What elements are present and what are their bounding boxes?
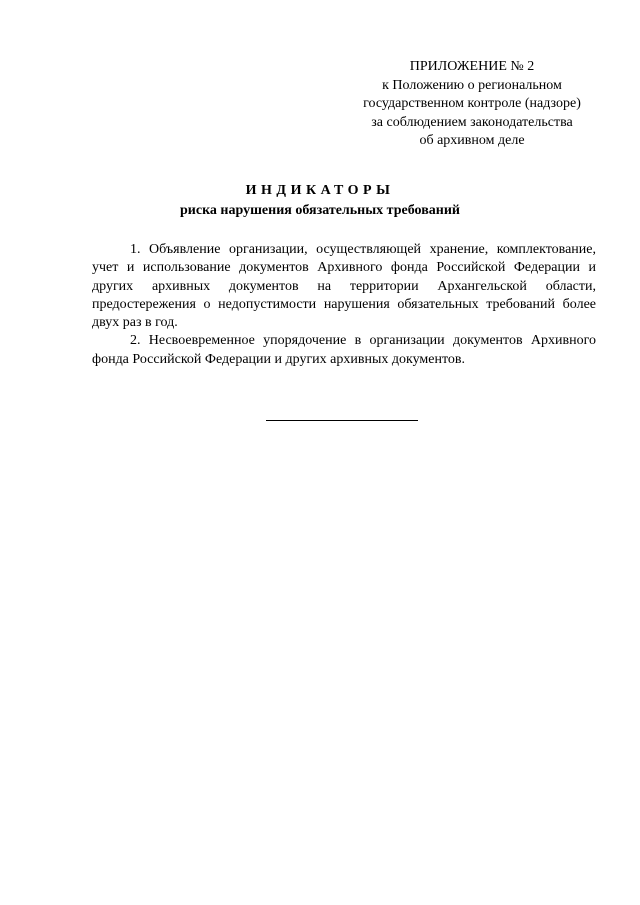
closing-divider-line bbox=[266, 420, 418, 421]
appendix-reference-line: за соблюдением законодательства bbox=[371, 114, 573, 130]
document-title-block bbox=[0, 181, 640, 221]
document-title: ИНДИКАТОРЫ bbox=[245, 183, 395, 198]
appendix-reference-line: об архивном деле bbox=[419, 133, 525, 148]
appendix-reference-line: к Положению о региональном bbox=[382, 77, 562, 93]
indicator-item: 1. Объявление организации, осуществляющей хранение, комплектование, учет и использование документов Архивного фонда Российской Федерации и других архивных документов на территории Архангельской области, предостережения о недопустимости нарушения обязательных требований более двух раз в год. bbox=[92, 242, 596, 331]
appendix-number: ПРИЛОЖЕНИЕ № 2 bbox=[409, 59, 535, 74]
indicator-list bbox=[92, 241, 596, 369]
appendix-reference-line: государственном контроле (надзоре) bbox=[363, 96, 581, 111]
appendix-header bbox=[346, 58, 598, 151]
indicator-item: 2. Несвоевременное упорядочение в организации документов Архивного фонда Российской Федерации и других архивных документов. bbox=[92, 333, 596, 367]
document-subtitle: риска нарушения обязательных требований bbox=[180, 203, 460, 218]
